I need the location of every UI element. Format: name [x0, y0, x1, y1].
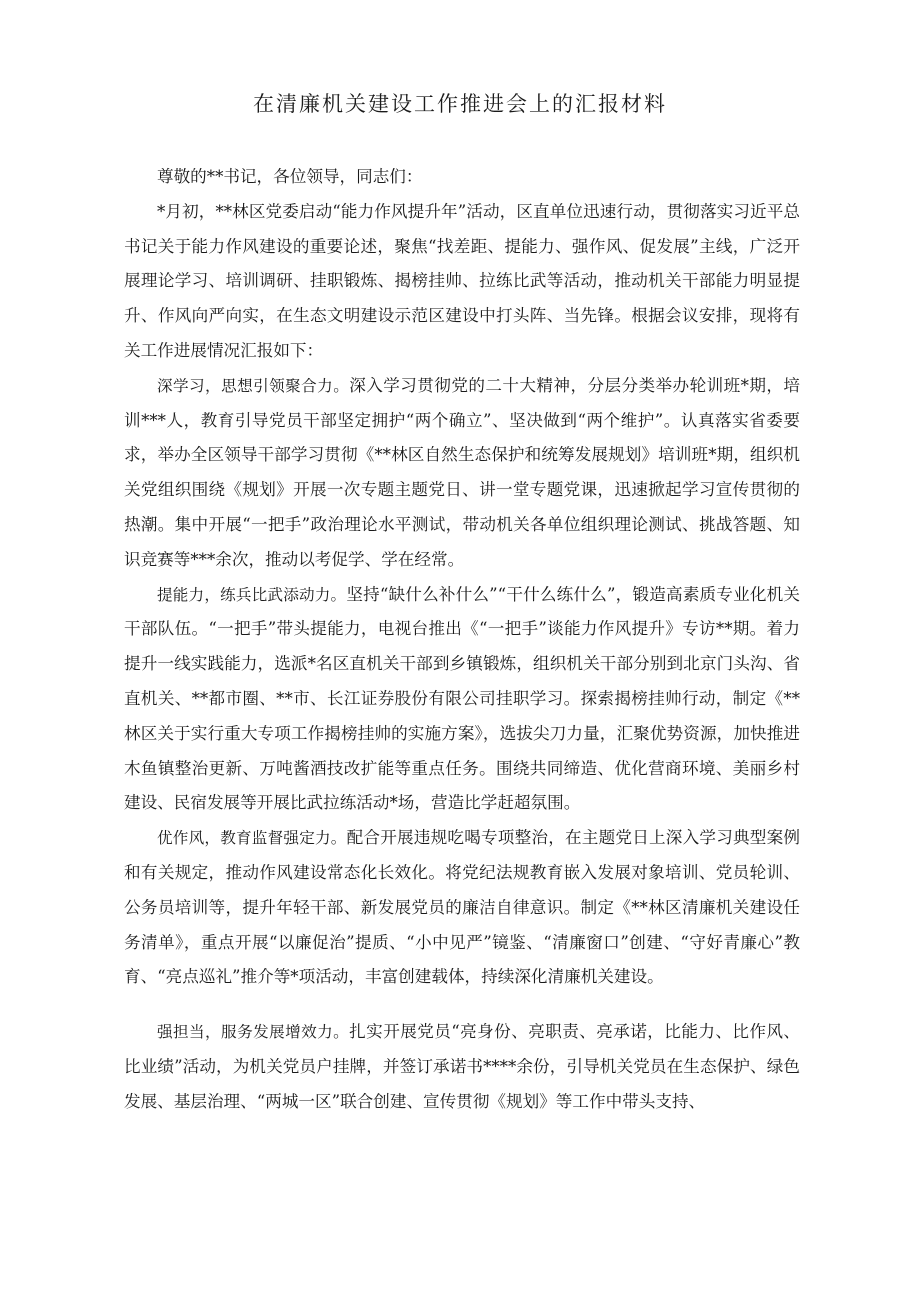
section-paragraph-ability [124, 578, 800, 822]
section-text-study: 深入学习贯彻党的二十大精神，分层分类举办轮训班*期，培训***人，教育引导党员干部坚定拥护“两个确立”、坚决做到“两个维护”。认真落实省委要求，举办全区领导干部学习贯彻《**林区自然生态保护和统筹发展规划》培训班*期，组织机关党组织围绕《规划》开展一次专题主题党日、讲一堂专题党课，迅速掀起学习宣传贯彻的热潮。集中开展“一把手”政治理论水平测试，带动机关各单位组织理论测试、挑战答题、知识竞赛等***余次，推动以考促学、学在经常。 [124, 375, 800, 569]
section-lead-ability: 提能力，练兵比武添动力。 [157, 585, 347, 604]
section-text-ability: 坚持“缺什么补什么”“干什么练什么”，锻造高素质专业化机关干部队伍。“一把手”带头提能力，电视台推出《“一把手”谈能力作风提升》专访**期。着力提升一线实践能力，选派*名区直机关干部到乡镇锻炼，组织机关干部分别到北京门头沟、省直机关、**都市圈、**市、长江证券股份有限公司挂职学习。探索揭榜挂帅行动，制定《**林区关于实行重大专项工作揭榜挂帅的实施方案》，选拔尖刀力量，汇聚优势资源，加快推进木鱼镇整治更新、万吨酱酒技改扩能等重点任务。围绕共同缔造、优化营商环境、美丽乡村建设、民宿发展等开展比武拉练活动*场，营造比学赶超氛围。 [124, 584, 800, 813]
section-lead-style: 优作风，教育监督强定力。 [157, 829, 347, 848]
intro-paragraph: *月初，**林区党委启动“能力作风提升年”活动，区直单位迅速行动，贯彻落实习近平总书记关于能力作风建设的重要论述，聚焦“找差距、提能力、强作风、促发展”主线，广泛开展理论学习、培训调研、挂职锻炼、揭榜挂帅、拉练比武等活动，推动机关干部能力明显提升、作风向严向实，在生态文明建设示范区建设中打头阵、当先锋。根据会议安排，现将有关工作进展情况汇报如下： [124, 201, 800, 360]
greeting-paragraph: 尊敬的**书记，各位领导，同志们： [157, 167, 423, 186]
section-lead-responsibility: 强担当，服务发展增效力。 [157, 1023, 350, 1042]
section-text-style: 配合开展违规吃喝专项整治，在主题党日上深入学习典型案例和有关规定，推动作风建设常态化长效化。将党纪法规教育嵌入发展对象培训、党员轮训、公务员培训等，提升年轻干部、新发展党员的廉洁自律意识。制定《**林区清廉机关建设任务清单》，重点开展“以廉促治”提质、“小中见严”镜鉴、“清廉窗口”创建、“守好青廉心”教育、“亮点巡礼”推介等*项活动，丰富创建载体，持续深化清廉机关建设。 [124, 828, 800, 987]
section-paragraph-study [124, 369, 800, 578]
document-body [124, 160, 800, 1120]
document-title: 在清廉机关建设工作推进会上的汇报材料 [253, 92, 667, 116]
section-text-responsibility: 扎实开展党员“亮身份、亮职责、亮承诺，比能力、比作风、比业绩”活动，为机关党员户挂牌，并签订承诺书****余份，引导机关党员在生态保护、绿色发展、基层治理、“两城一区”联合创建、宣传贯彻《规划》等工作中带头支持、 [124, 1022, 800, 1111]
section-paragraph-responsibility [124, 1015, 800, 1119]
section-paragraph-style [124, 821, 800, 995]
section-lead-study: 深学习，思想引领聚合力。 [157, 376, 350, 395]
